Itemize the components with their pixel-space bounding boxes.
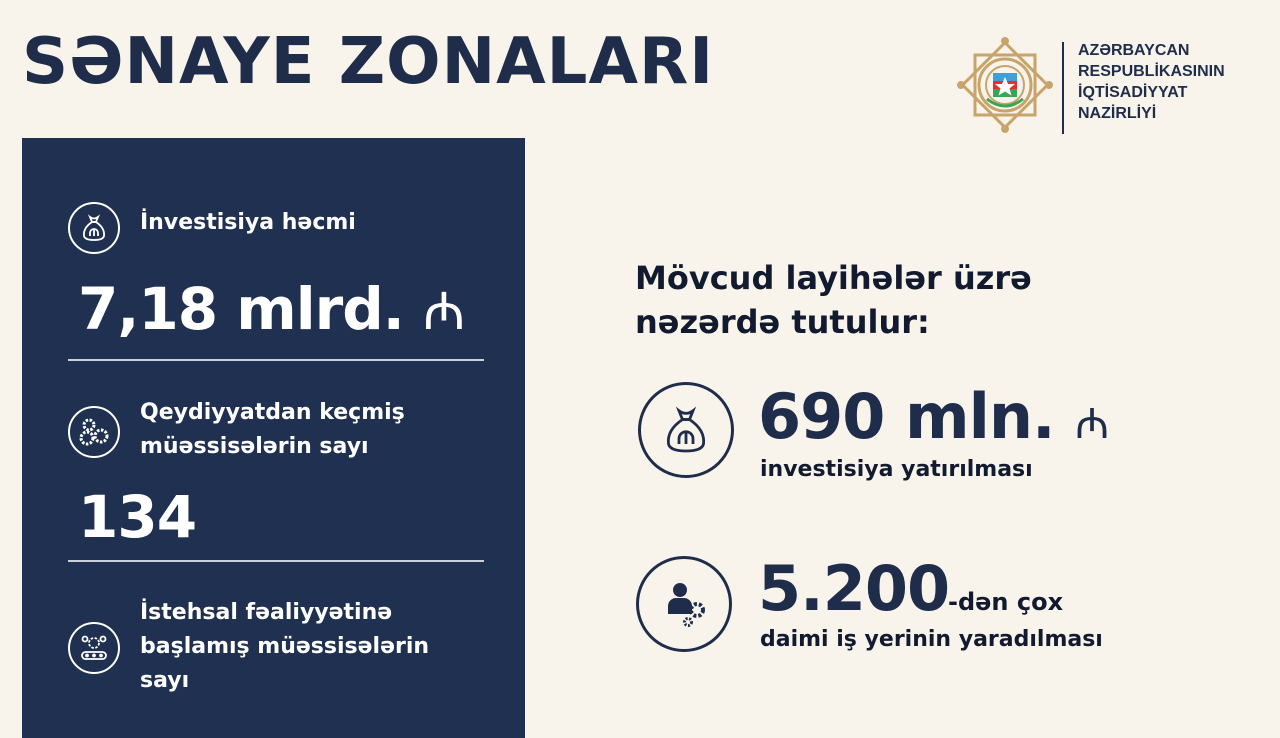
- money-bag-icon: [68, 202, 120, 254]
- registered-label: [140, 396, 405, 464]
- person-gear-icon: [636, 556, 732, 652]
- logo-divider: [1062, 42, 1064, 134]
- stats-panel: [22, 138, 525, 738]
- heading-line: Mövcud layihələr üzrə: [635, 259, 1032, 297]
- production-label-line: İstehsal fəaliyyətinə: [140, 600, 393, 625]
- planned-investment-value: [758, 380, 1109, 453]
- jobs-value: 5.200: [758, 552, 950, 625]
- registered-value: 134: [78, 483, 197, 551]
- factory-conveyor-icon: [68, 622, 120, 674]
- planned-investment-subtitle: investisiya yatırılması: [760, 457, 1033, 482]
- investment-amount: 7,18 mlrd.: [78, 275, 404, 343]
- production-label-line: başlamış müəssisələrin: [140, 634, 430, 659]
- manat-sign: ₼: [422, 282, 465, 342]
- production-label-line: sayı: [140, 668, 190, 693]
- investment-value: [78, 275, 465, 343]
- registered-label-line: Qeydiyyatdan keçmiş: [140, 400, 405, 425]
- planned-investment-amount: 690 mln.: [758, 380, 1055, 453]
- page-title: SƏNAYE ZONALARI: [22, 25, 715, 99]
- projects-heading: [635, 256, 1032, 344]
- ministry-line: NAZİRLİYİ: [1078, 105, 1157, 122]
- jobs-subtitle: daimi iş yerinin yaradılması: [760, 627, 1103, 652]
- registered-label-line: müəssisələrin sayı: [140, 434, 369, 459]
- ministry-line: İQTİSADİYYAT: [1078, 84, 1188, 101]
- manat-sign: ₼: [1075, 399, 1109, 448]
- ministry-emblem-icon: [955, 35, 1055, 135]
- money-bag-icon: [638, 382, 734, 478]
- ministry-name: [1078, 40, 1225, 124]
- ministry-line: RESPUBLİKASININ: [1078, 63, 1225, 80]
- jobs-suffix: -dən çox: [948, 588, 1064, 616]
- ministry-line: AZƏRBAYCAN: [1078, 42, 1190, 59]
- production-label: [140, 596, 429, 698]
- separator: [68, 359, 484, 361]
- gears-icon: [68, 406, 120, 458]
- heading-line: nəzərdə tutulur:: [635, 303, 930, 341]
- separator: [68, 560, 484, 562]
- investment-label: İnvestisiya həcmi: [140, 210, 356, 235]
